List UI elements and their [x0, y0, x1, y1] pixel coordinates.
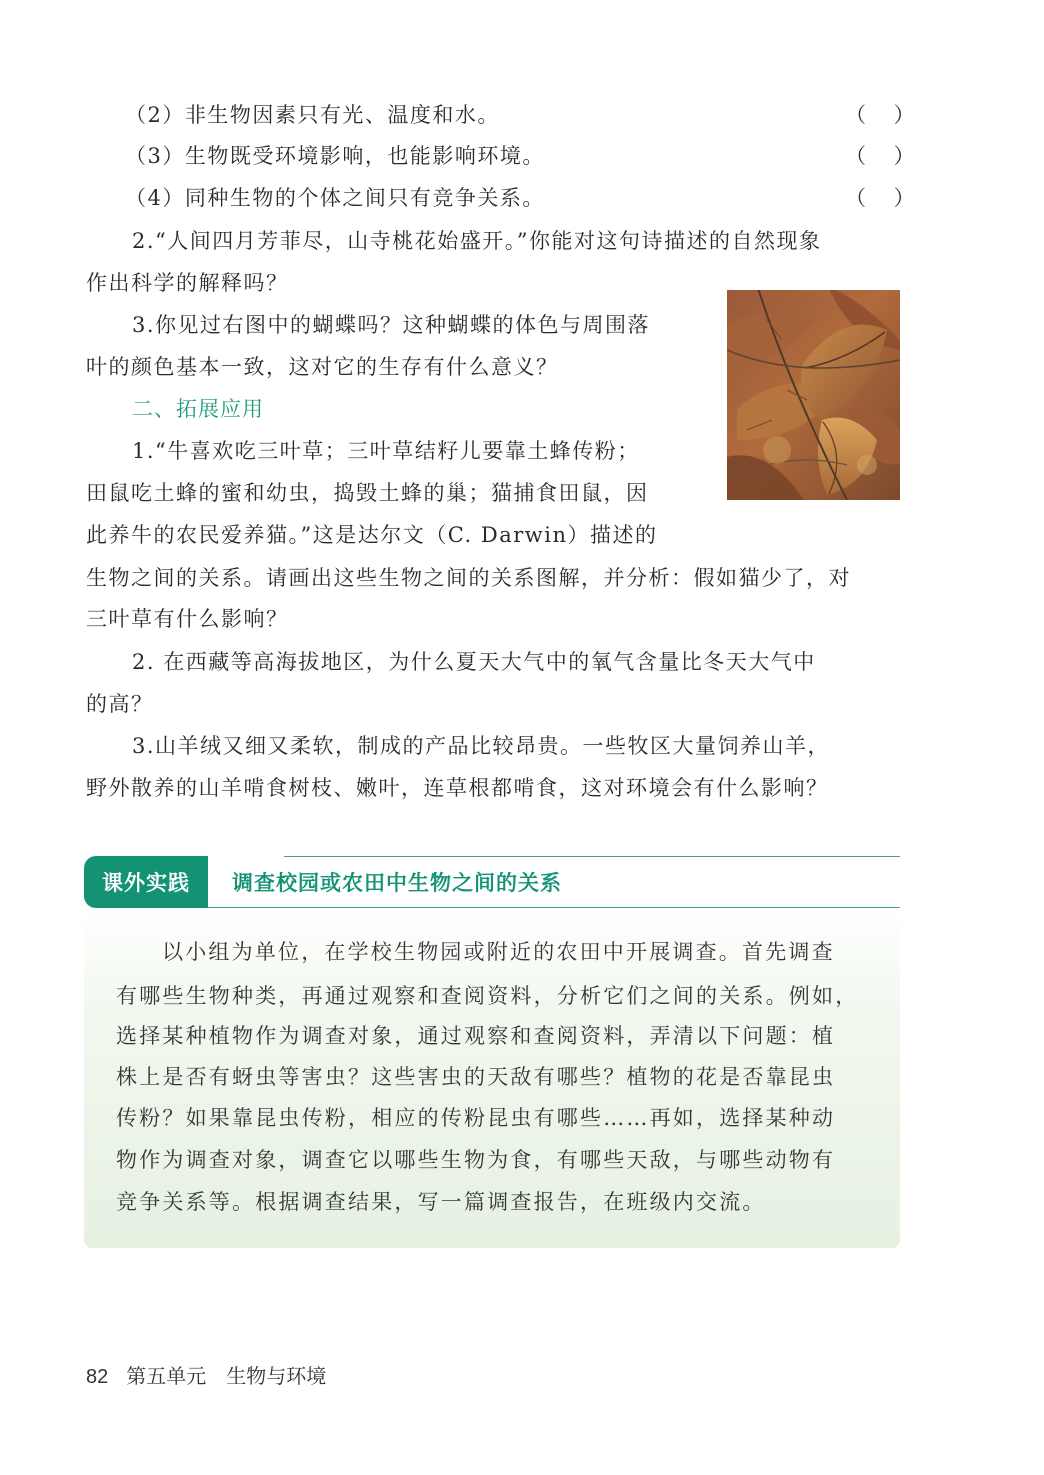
- judge-item-2: （2）非生物因素只有光、温度和水。: [125, 103, 500, 127]
- section-heading-extension: 二、拓展应用: [132, 397, 264, 421]
- extension-3-line-2: 野外散养的山羊啃食树枝、嫩叶，连草根都啃食，这对环境会有什么影响？: [86, 776, 829, 800]
- extension-2-line-1: 2. 在西藏等高海拔地区，为什么夏天大气中的氧气含量比冬天大气中: [132, 650, 816, 674]
- extension-1-line-2: 田鼠吃土蜂的蜜和幼虫，捣毁土蜂的巢；猫捕食田鼠，因: [86, 481, 649, 505]
- butterfly-leaf-photo: [727, 290, 900, 500]
- extension-2-line-2: 的高？: [86, 692, 154, 716]
- practice-content-box: [84, 908, 900, 1248]
- practice-line-7: 竞争关系等。根据调查结果，写一篇调查报告，在班级内交流。: [116, 1190, 766, 1214]
- page-number: 82: [86, 1366, 109, 1388]
- question-3-line-2: 叶的颜色基本一致，这对它的生存有什么意义？: [86, 355, 559, 379]
- practice-tab-label: 课外实践: [84, 856, 208, 908]
- question-2-line-2: 作出科学的解释吗？: [86, 271, 289, 295]
- judge-answer-blank-2[interactable]: （ ）: [845, 103, 915, 127]
- practice-line-1: 以小组为单位，在学校生物园或附近的农田中开展调查。首先调查: [162, 940, 835, 964]
- judge-item-3: （3）生物既受环境影响，也能影响环境。: [125, 144, 545, 168]
- practice-header: [84, 856, 900, 908]
- practice-line-2: 有哪些生物种类，再通过观察和查阅资料，分析它们之间的关系。例如，: [116, 984, 859, 1008]
- question-2-line-1: 2.“人间四月芳菲尽，山寺桃花始盛开。”你能对这句诗描述的自然现象: [132, 229, 822, 253]
- practice-line-6: 物作为调查对象，调查它以哪些生物为食，有哪些天敌，与哪些动物有: [116, 1148, 836, 1172]
- extension-1-line-1: 1.“牛喜欢吃三叶草；三叶草结籽儿要靠土蜂传粉；: [132, 439, 640, 463]
- extension-1-line-5: 三叶草有什么影响？: [86, 607, 289, 631]
- extension-3-line-1: 3.山羊绒又细又柔软，制成的产品比较昂贵。一些牧区大量饲养山羊，: [132, 734, 831, 758]
- judge-item-4: （4）同种生物的个体之间只有竞争关系。: [125, 186, 545, 210]
- extension-1-line-4: 生物之间的关系。请画出这些生物之间的关系图解，并分析：假如猫少了，对: [86, 566, 851, 590]
- practice-title: 调查校园或农田中生物之间的关系: [232, 871, 562, 895]
- unit-title: 第五单元 生物与环境: [126, 1366, 327, 1388]
- judge-answer-blank-4[interactable]: （ ）: [845, 186, 915, 210]
- page-footer: [86, 1364, 326, 1390]
- question-3-line-1: 3.你见过右图中的蝴蝶吗？这种蝴蝶的体色与周围落: [132, 313, 651, 337]
- practice-line-5: 传粉？如果靠昆虫传粉，相应的传粉昆虫有哪些……再如，选择某种动: [116, 1106, 836, 1130]
- extension-1-line-3: 此养牛的农民爱养猫。”这是达尔文（C. Darwin）描述的: [86, 523, 658, 547]
- practice-line-3: 选择某种植物作为调查对象，通过观察和查阅资料，弄清以下问题：植: [116, 1024, 836, 1048]
- practice-line-4: 株上是否有蚜虫等害虫？这些害虫的天敌有哪些？植物的花是否靠昆虫: [116, 1065, 836, 1089]
- judge-answer-blank-3[interactable]: （ ）: [845, 144, 915, 168]
